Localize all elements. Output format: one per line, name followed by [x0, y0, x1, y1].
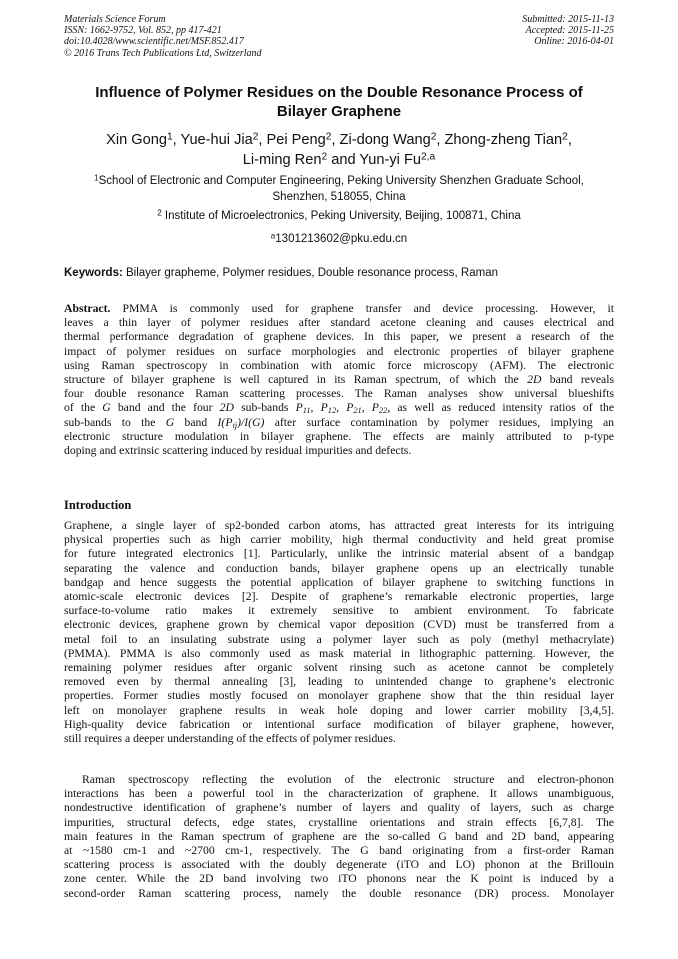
paragraph-line: properties. Former studies mostly focused on monolayer graphene show that the thin residual layer: [64, 689, 614, 703]
affiliation-1: [64, 174, 614, 205]
author-affiliation-mark: 2: [321, 151, 328, 163]
author-affiliation-mark: 2: [325, 131, 332, 143]
author-name: , Zhong-zheng Tian: [436, 132, 563, 148]
abstract-line: thermal performance degradation of graphene devices. In this paper, we present a research of the: [64, 330, 614, 344]
paragraph-line: zone center. While the 2D band involving two iTO phonons near the K point is induced by a: [64, 872, 614, 886]
paragraph-line: physical properties such as high carrier mobility, high thermal conductivity and held great promise: [64, 533, 614, 547]
paragraph-line: nondestructive identification of graphene’s number of layers and quality of layers, such as charge: [64, 801, 614, 815]
paragraph-line: metal foil to an insulating substrate using a polymer layer such as poly (methyl methacrylate): [64, 632, 614, 646]
abstract-line: leaves a thin layer of polymer residues after standard acetone cleaning and causes electrical and: [64, 316, 614, 330]
paragraph-line: impurities, structural defects, edge states, crystalline orientations and strain effects [6,7,8]. The: [64, 815, 614, 829]
paragraph-line: at ~1580 cm-1 and ~2700 cm-1, respectively. The G band originating from a first-order Raman: [64, 844, 614, 858]
author-affiliation-mark: 2,a: [421, 151, 436, 163]
author-line: [64, 150, 614, 170]
paragraph-line: interactions has been a powerful tool in the characterization of graphene. It allows unambiguous,: [64, 787, 614, 801]
dates-header: [522, 14, 614, 48]
author-line: Xin Gong$^1$, Yue-hui Jia$^2$, Pei Peng$^2$, Zi-dong Wang$^2$, Zhong-zheng Tian$^2$,: [106, 131, 572, 148]
doi-line[interactable]: doi:10.4028/www.scientific.net/MSF.852.417: [64, 36, 244, 48]
introduction-paragraph-2: [64, 773, 614, 901]
paragraph-line: High-quality device fabrication or intentional surface modification of bilayer graphene, however,: [64, 717, 614, 731]
paragraph-line: Raman spectroscopy reflecting the evolution of the electronic structure and electron-phonon: [82, 773, 614, 786]
paragraph-line: separating the valence and conduction bands, bilayer graphene opens up an electrically tunable: [64, 561, 614, 575]
paragraph-line: (PMMA). PMMA is also commonly used as mask material in lithographic patterning. However, the: [64, 646, 614, 660]
abstract-line: impact of polymer residues on surface morphologies and electronic properties of bilayer graphene: [64, 344, 614, 358]
email-address[interactable]: 1301213602@pku.edu.cn: [275, 233, 408, 245]
corresponding-email: [64, 232, 614, 248]
title-line: Bilayer Graphene: [276, 103, 402, 120]
accepted-date: Accepted: 2015-11-25: [525, 25, 614, 37]
abstract-line: using Raman spectroscopy in combination with atomic force microscopy (AFM). The electronic: [64, 358, 614, 372]
author-name: Xin Gong: [106, 132, 167, 148]
paragraph-line: atomic-scale electronic devices [2]. Despite of graphene’s remarkable electronic properties, large: [64, 590, 614, 604]
abstract-line: electronic structure modulation in bilayer graphene. The effects are mainly attributed to p-type: [64, 429, 614, 443]
author-name: , Zi-dong Wang: [331, 132, 431, 148]
paragraph-line: surface-to-volume ratio makes it extremely sensitive to ambient environment. To fabricate: [64, 604, 614, 618]
affiliation-text: School of Electronic and Computer Engineering, Peking University Shenzhen Graduate School,: [98, 175, 584, 187]
paper-title: [64, 83, 614, 121]
title-line: Influence of Polymer Residues on the Double Resonance Process of: [95, 84, 583, 101]
affiliation-mark: 2: [157, 208, 162, 218]
paragraph-line: electronic devices, graphene grown by chemical vapor deposition (CVD) must be transferred from a: [64, 618, 614, 632]
paragraph-line: Graphene, a single layer of sp2-bonded carbon atoms, has attracted great interests for its intriguing: [64, 519, 614, 532]
abstract-line: structure of bilayer graphene is well captured in its Raman spectrum, of which the 2D band reveals: [64, 373, 614, 387]
paragraph-line: scattering process is associated with the doubly degenerate (iTO and LO) phonon at the Brillouin: [64, 858, 614, 872]
author-name: and Yun-yi Fu: [327, 152, 421, 168]
abstract-label: Abstract.: [64, 302, 111, 315]
author-list: [64, 130, 614, 170]
author-affiliation-mark: 1: [166, 131, 173, 143]
author-name: Li-ming Ren: [242, 152, 322, 168]
abstract-line: doping and extrinsic scattering induced by residual impurities and defects.: [64, 444, 412, 458]
author-affiliation-mark: 2: [430, 131, 437, 143]
online-date: Online: 2016-04-01: [534, 36, 614, 48]
journal-header: [64, 14, 262, 59]
submitted-date: Submitted: 2015-11-13: [522, 14, 614, 25]
keywords-text: Bilayer grapheme, Polymer residues, Double resonance process, Raman: [122, 267, 499, 279]
author-affiliation-mark: 2: [562, 131, 568, 143]
abstract: [64, 302, 614, 458]
paragraph-line: for future integrated electronics [1]. Particularly, unlike the intrinsic material absent of a bandgap: [64, 547, 614, 561]
affiliation-text: Shenzhen, 518055, China: [272, 190, 406, 203]
affiliation-2: [64, 209, 614, 225]
keywords-label: Keywords:: [64, 267, 123, 279]
paragraph-line: still requires a deeper understanding of the effects of polymer residues.: [64, 732, 396, 746]
paragraph-line: removed even by thermal annealing [3], leading to unintended change to graphene’s electronic: [64, 675, 614, 689]
abstract-line: sub-bands to the G band I(Pij)/I(G) after surface contamination by polymer residues, implying an: [64, 415, 615, 430]
paragraph-line: main features in the Raman spectrum of graphene are the so-called G band and 2D band, appearing: [64, 829, 614, 843]
paragraph-line: second-order Raman scattering process, namely the double resonance (DR) process. Monolayer: [64, 886, 614, 900]
paragraph-line: bandgap and hence suggests the potential application of bilayer graphene to switching functions in: [64, 575, 614, 589]
copyright-line: © 2016 Trans Tech Publications Ltd, Switzerland: [64, 47, 262, 59]
keywords: [64, 266, 614, 281]
introduction-paragraph-1: [64, 519, 614, 746]
author-affiliation-mark: 2: [252, 131, 259, 143]
affiliation-text: Institute of Microelectronics, Peking University, Beijing, 100871, China: [161, 210, 521, 222]
paragraph-line: left on monolayer graphene results in weak hole doping and lower carrier mobility [3,4,5].: [64, 703, 614, 717]
section-heading-introduction: Introduction: [64, 498, 132, 512]
abstract-line: Abstract. PMMA is commonly used for graphene transfer and device processing. However, it: [64, 302, 614, 315]
author-name: , Yue-hui Jia: [172, 132, 253, 148]
paragraph-line: remaining polymer residues after organic solvent rinsing such as acetone cannot be completely: [64, 661, 614, 675]
email-mark: a: [270, 231, 276, 241]
abstract-line: of the G band and the four 2D sub-bands P11, P12, P21, P22, as well as reduced intensity ratios of the: [64, 401, 615, 416]
issn-line: ISSN: 1662-9752, Vol. 852, pp 417-421: [64, 25, 222, 37]
author-name: , Pei Peng: [258, 132, 326, 148]
affiliation-mark: 1: [94, 173, 99, 183]
abstract-line: four double resonance Raman scattering processes. The Raman analyses show universal blueshifts: [64, 387, 614, 401]
journal-name: Materials Science Forum: [64, 14, 166, 25]
